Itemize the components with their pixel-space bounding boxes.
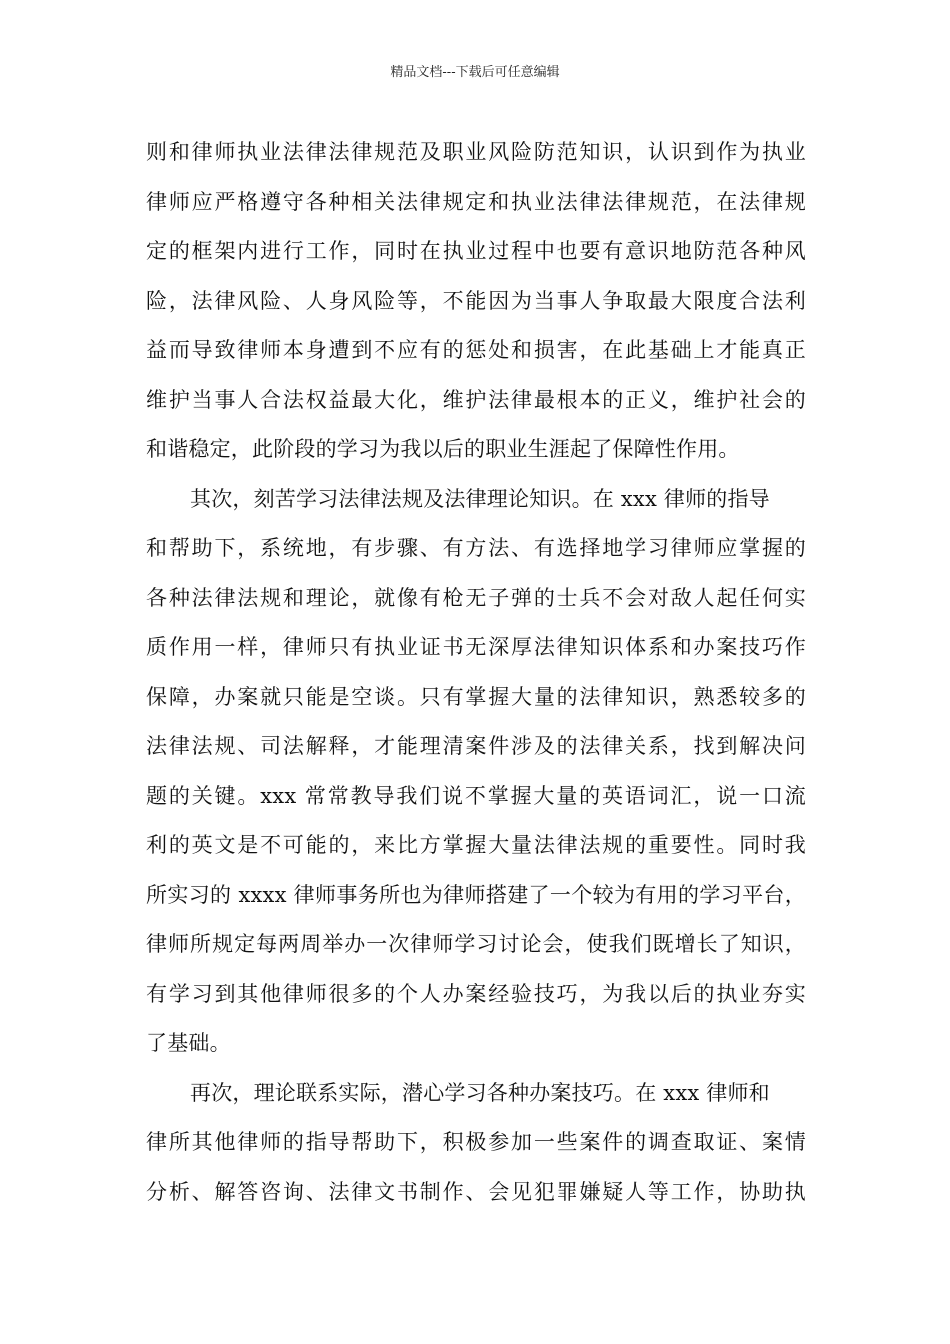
text-line-15: 利的英文是不可能的，来比方掌握大量法律法规的重要性。同时我 xyxy=(146,833,806,857)
text-line-21: 律所其他律师的指导帮助下，积极参加一些案件的调查取证、案情 xyxy=(146,1130,806,1154)
text-line-20: 再次，理论联系实际，潜心学习各种办案技巧。在 xxx 律师和 xyxy=(190,1080,770,1105)
text-line-19: 了基础。 xyxy=(146,1031,231,1055)
text-line-17: 律师所规定每两周举办一次律师学习讨论会，使我们既增长了知识， xyxy=(146,932,806,956)
text-line-5: 益而导致律师本身遭到不应有的惩处和损害，在此基础上才能真正 xyxy=(146,338,806,362)
text-line-14: 题的关键。xxx 常常教导我们说不掌握大量的英语词汇，说一口流 xyxy=(146,783,806,808)
text-line-8: 其次，刻苦学习法律法规及法律理论知识。在 xxx 律师的指导 xyxy=(190,486,770,511)
text-line-6: 维护当事人合法权益最大化，维护法律最根本的正义，维护社会的 xyxy=(146,387,806,412)
text-line-22: 分析、解答咨询、法律文书制作、会见犯罪嫌疑人等工作，协助执 xyxy=(146,1179,806,1204)
text-line-12: 保障，办案就只能是空谈。只有掌握大量的法律知识，熟悉较多的 xyxy=(146,684,806,709)
text-line-7: 和谐稳定，此阶段的学习为我以后的职业生涯起了保障性作用。 xyxy=(146,437,740,461)
page-header: 精品文档---下载后可任意编辑 xyxy=(390,65,560,80)
text-line-13: 法律法规、司法解释，才能理清案件涉及的法律关系，找到解决问 xyxy=(146,734,806,758)
text-line-10: 各种法律法规和理论，就像有枪无子弹的士兵不会对敌人起任何实 xyxy=(146,585,806,610)
text-line-2: 律师应严格遵守各种相关法律规定和执业法律法律规范，在法律规 xyxy=(146,189,806,214)
text-line-4: 险，法律风险、人身风险等，不能因为当事人争取最大限度合法利 xyxy=(146,288,806,313)
text-line-18: 有学习到其他律师很多的个人办案经验技巧，为我以后的执业夯实 xyxy=(146,981,806,1006)
text-line-16: 所实习的 xxxx 律师事务所也为律师搭建了一个较为有用的学习平台， xyxy=(146,882,806,907)
text-line-1: 则和律师执业法律法律规范及职业风险防范知识，认识到作为执业 xyxy=(146,140,806,164)
text-line-9: 和帮助下，系统地，有步骤、有方法、有选择地学习律师应掌握的 xyxy=(146,536,806,560)
document-body xyxy=(146,128,806,1217)
text-line-11: 质作用一样，律师只有执业证书无深厚法律知识体系和办案技巧作 xyxy=(146,635,806,659)
text-line-3: 定的框架内进行工作，同时在执业过程中也要有意识地防范各种风 xyxy=(146,239,806,263)
